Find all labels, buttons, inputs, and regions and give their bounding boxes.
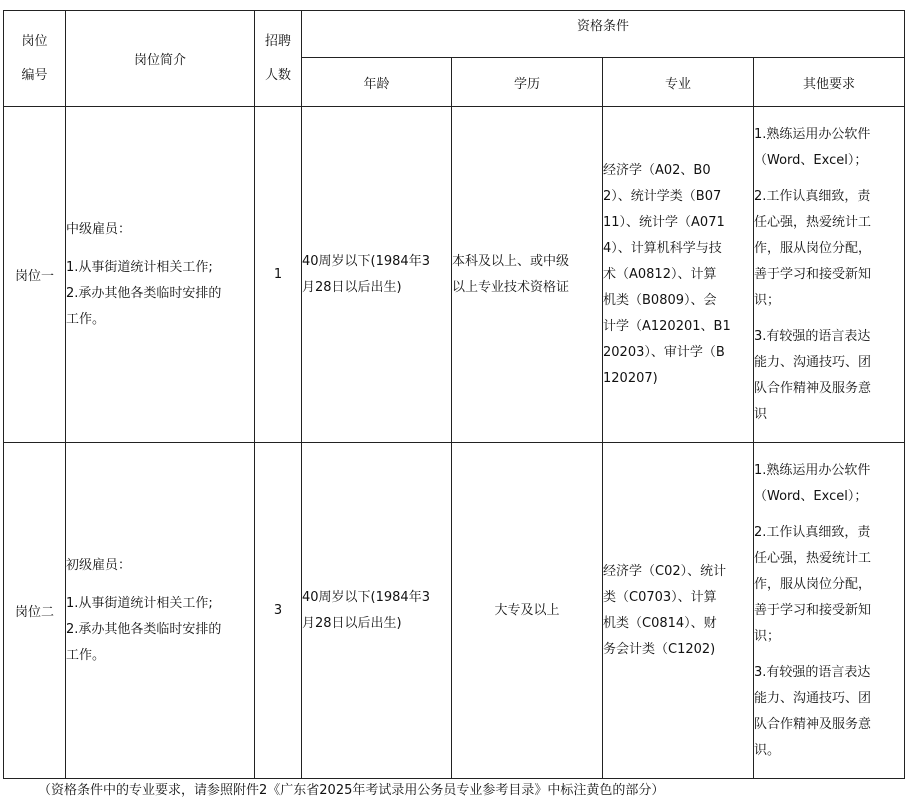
- other-line: 3.有较强的语言表达: [754, 664, 871, 680]
- major-line: 20203）、审计学（B: [603, 344, 725, 360]
- intro-line: 工作。: [66, 647, 106, 663]
- major-requirement: [603, 443, 754, 779]
- other-line: 能力、沟通技巧、团: [754, 354, 872, 370]
- post-name: 岗位二: [4, 443, 66, 779]
- recruitment-table: [3, 10, 905, 779]
- header-qualification: 资格条件: [302, 11, 905, 58]
- education-line: 以上专业技术资格证: [452, 279, 570, 295]
- table-row: [4, 107, 905, 443]
- post-intro: [66, 443, 255, 779]
- intro-line: 2.承办其他各类临时安排的: [66, 285, 222, 301]
- intro-lines: [66, 591, 254, 669]
- age-requirement: [302, 107, 452, 443]
- post-name: 岗位一: [4, 107, 66, 443]
- other-line: 善于学习和接受新知: [754, 266, 872, 282]
- other-para: [754, 122, 904, 174]
- header-major: 专业: [603, 58, 754, 107]
- intro-line: 1.从事街道统计相关工作;: [66, 595, 213, 611]
- major-line: 务会计类（C1202): [603, 641, 716, 657]
- other-line: 任心强，热爱统计工: [754, 550, 872, 566]
- other-line: （Word、Excel）；: [754, 488, 868, 504]
- other-para: [754, 660, 904, 764]
- education-line: 本科及以上、或中级: [452, 253, 570, 269]
- other-requirements: [754, 107, 905, 443]
- other-para: [754, 324, 904, 428]
- other-para: [754, 520, 904, 650]
- age-line: 40周岁以下(1984年3: [302, 589, 430, 605]
- header-count-line2: 人数: [264, 67, 291, 83]
- major-line: 机类（B0809）、会: [603, 292, 717, 308]
- post-intro: [66, 107, 255, 443]
- other-line: 作，服从岗位分配，: [754, 240, 872, 256]
- hire-count: 3: [255, 443, 302, 779]
- intro-line: 2.承办其他各类临时安排的: [66, 621, 222, 637]
- other-para: [754, 184, 904, 314]
- age-requirement: [302, 443, 452, 779]
- education-requirement: [452, 107, 603, 443]
- header-education: 学历: [452, 58, 603, 107]
- other-line: 2.工作认真细致，责: [754, 524, 871, 540]
- other-line: 2.工作认真细致，责: [754, 188, 871, 204]
- intro-title: 初级雇员：: [66, 557, 132, 573]
- intro-line: 1.从事街道统计相关工作;: [66, 259, 213, 275]
- major-line: 计学（A120201、B1: [603, 318, 731, 334]
- major-requirement: [603, 107, 754, 443]
- header-count: [255, 11, 302, 107]
- other-line: 1.熟练运用办公软件: [754, 462, 871, 478]
- education-line: 大专及以上: [494, 602, 560, 618]
- table-row: [4, 443, 905, 779]
- major-line: 术（A0812）、计算: [603, 266, 717, 282]
- header-other: 其他要求: [754, 58, 905, 107]
- header-post-no-line1: 岗位: [21, 33, 48, 49]
- header-intro: 岗位简介: [66, 11, 255, 107]
- other-line: 善于学习和接受新知: [754, 602, 872, 618]
- other-requirements: [754, 443, 905, 779]
- other-line: 1.熟练运用办公软件: [754, 126, 871, 142]
- major-line: 机类（C0814）、财: [603, 615, 717, 631]
- other-line: 识；: [754, 628, 781, 644]
- other-line: 任心强，热爱统计工: [754, 214, 872, 230]
- major-line: 经济学（A02、B0: [603, 162, 711, 178]
- major-line: 11）、统计学（A071: [603, 214, 725, 230]
- age-line: 40周岁以下(1984年3: [302, 253, 430, 269]
- major-line: 经济学（C02）、统计: [603, 563, 727, 579]
- intro-title: 中级雇员：: [66, 221, 132, 237]
- age-line: 月28日以后出生): [302, 279, 402, 295]
- major-line: 类（C0703）、计算: [603, 589, 717, 605]
- other-line: 3.有较强的语言表达: [754, 328, 871, 344]
- header-count-line1: 招聘: [264, 33, 291, 49]
- hire-count: 1: [255, 107, 302, 443]
- other-line: 队合作精神及服务意: [754, 380, 872, 396]
- footnote: （资格条件中的专业要求，请参照附件2《广东省2025年考试录用公务员专业参考目录》中标注黄色的部分）: [38, 783, 665, 798]
- header-age: 年龄: [302, 58, 452, 107]
- header-post-no-line2: 编号: [21, 67, 48, 83]
- other-line: 识。: [754, 742, 781, 758]
- header-post-no: [4, 11, 66, 107]
- other-line: （Word、Excel）；: [754, 152, 868, 168]
- intro-line: 工作。: [66, 311, 106, 327]
- other-para: [754, 458, 904, 510]
- other-line: 识；: [754, 292, 781, 308]
- major-line: 120207): [603, 370, 658, 386]
- intro-lines: [66, 255, 254, 333]
- other-line: 识: [754, 406, 768, 422]
- age-line: 月28日以后出生): [302, 615, 402, 631]
- other-line: 能力、沟通技巧、团: [754, 690, 872, 706]
- major-line: 2）、统计学类（B07: [603, 188, 722, 204]
- education-requirement: [452, 443, 603, 779]
- other-line: 队合作精神及服务意: [754, 716, 872, 732]
- other-line: 作，服从岗位分配，: [754, 576, 872, 592]
- major-line: 4）、计算机科学与技: [603, 240, 722, 256]
